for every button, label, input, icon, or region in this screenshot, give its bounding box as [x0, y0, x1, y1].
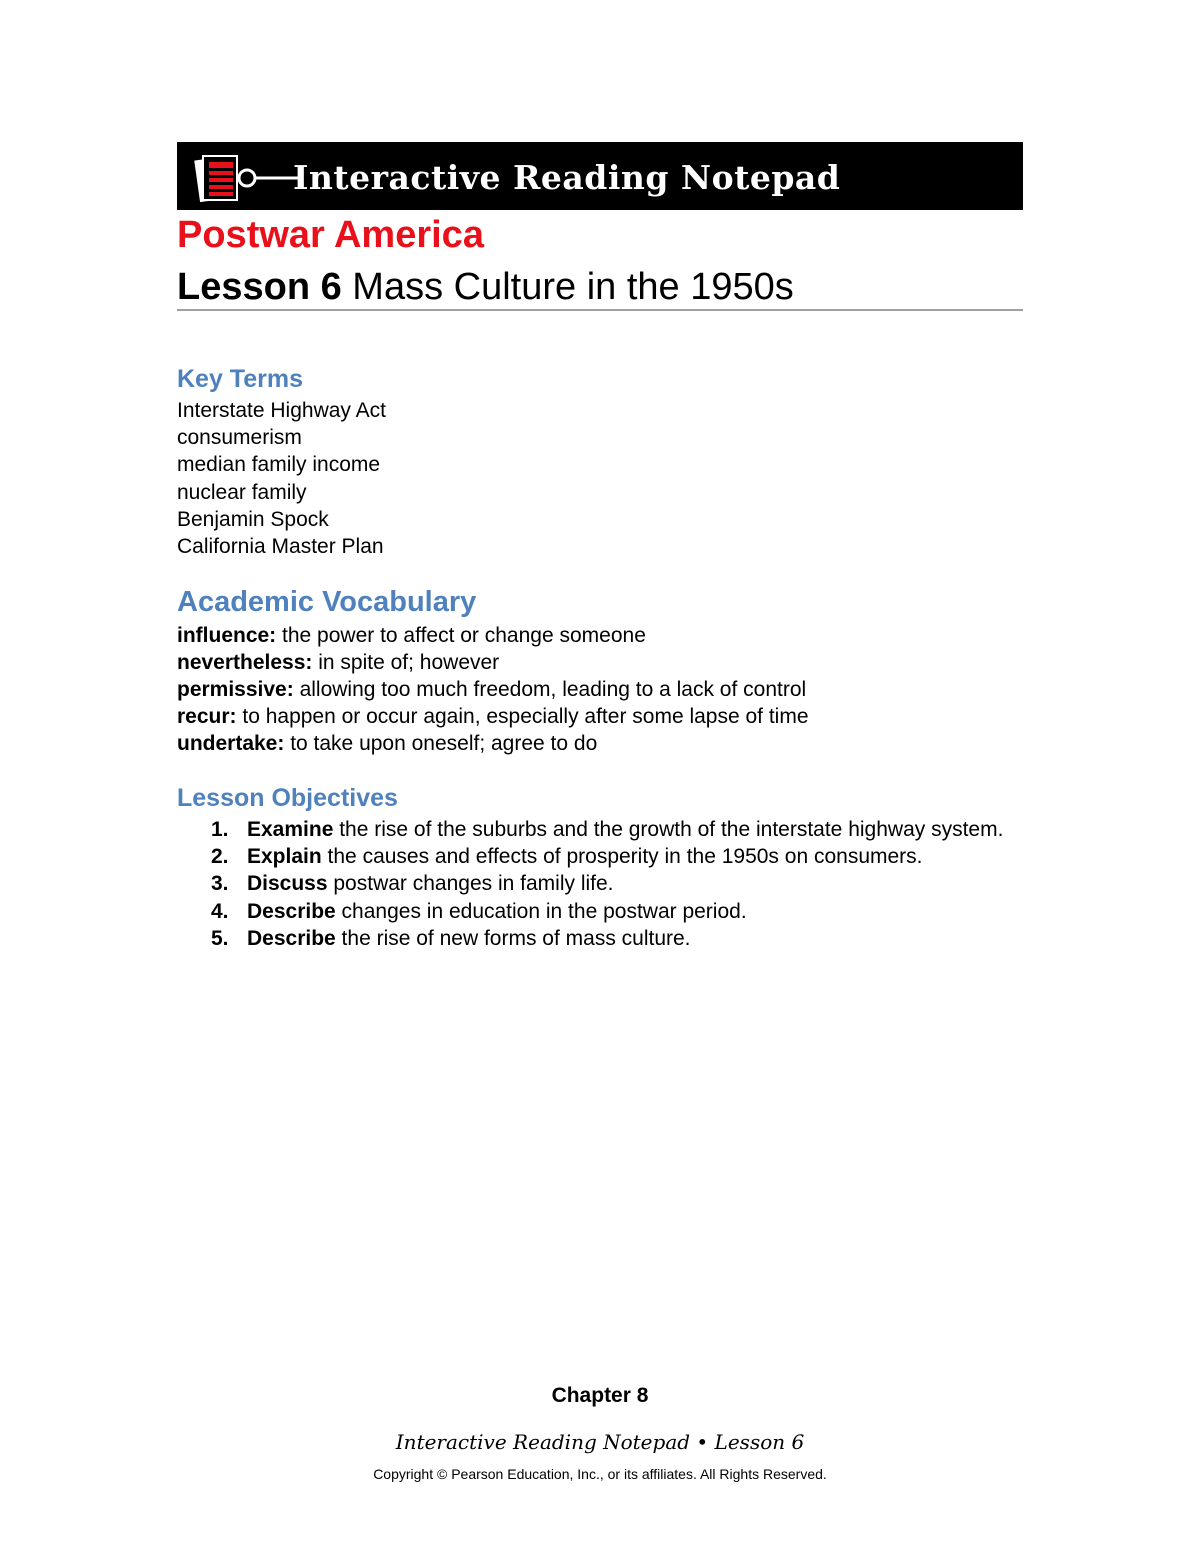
- lesson-name: Mass Culture in the 1950s: [341, 266, 794, 308]
- lesson-objectives-heading: Lesson Objectives: [177, 784, 398, 812]
- objective-number: 1.: [211, 818, 229, 841]
- objective-item: [177, 925, 1017, 952]
- vocab-definition: to take upon oneself; agree to do: [284, 732, 598, 755]
- vocabulary-list: [177, 622, 809, 757]
- objective-text: the rise of the suburbs and the growth of the interstate highway system.: [333, 818, 1004, 841]
- chapter-label: Chapter 8: [551, 1384, 649, 1407]
- key-term: nuclear family: [177, 480, 307, 504]
- vocab-term: permissive:: [177, 678, 294, 701]
- objective-item: [177, 816, 1017, 843]
- key-term: California Master Plan: [177, 535, 384, 559]
- objective-number: 2.: [211, 845, 229, 869]
- objective-number: 5.: [211, 926, 229, 950]
- header-banner: [177, 142, 1023, 210]
- copyright-notice: Copyright © Pearson Education, Inc., or its affiliates. All Rights Reserved.: [373, 1466, 827, 1482]
- objectives-list: [177, 816, 1017, 952]
- objective-item: [177, 870, 1017, 897]
- objective-number: 3.: [211, 872, 229, 896]
- footer-series: Interactive Reading Notepad • Lesson 6: [395, 1430, 805, 1454]
- objective-number: 4.: [211, 899, 229, 923]
- objective-text: changes in education in the postwar period.: [335, 899, 747, 923]
- key-terms-list: [177, 397, 386, 560]
- vocab-term: undertake:: [177, 732, 285, 755]
- lesson-title: [177, 266, 794, 309]
- objective-item: [177, 843, 1017, 870]
- vocab-definition: in spite of; however: [312, 651, 500, 674]
- vocab-term: influence:: [177, 624, 277, 647]
- objective-verb: Explain: [247, 845, 322, 869]
- notepad-key-icon: [193, 150, 303, 206]
- vocab-definition: to happen or occur again, especially after some lapse of time: [236, 705, 809, 728]
- objective-verb: Describe: [247, 926, 336, 950]
- vocab-item: [177, 703, 809, 730]
- academic-vocabulary-heading: Academic Vocabulary: [177, 586, 477, 618]
- vocab-item: [177, 622, 809, 649]
- title-divider: [177, 309, 1023, 311]
- banner-title: Interactive Reading Notepad: [293, 158, 841, 197]
- lesson-label: Lesson 6: [177, 266, 342, 308]
- vocab-item: [177, 730, 809, 757]
- key-term: Interstate Highway Act: [177, 399, 386, 422]
- key-term: consumerism: [177, 426, 302, 450]
- objective-verb: Discuss: [247, 872, 328, 896]
- key-term: Benjamin Spock: [177, 507, 329, 531]
- objective-item: [177, 898, 1017, 925]
- objective-text: postwar changes in family life.: [327, 872, 614, 896]
- objective-verb: Examine: [247, 818, 334, 841]
- objective-text: the rise of new forms of mass culture.: [335, 926, 691, 950]
- unit-title: Postwar America: [177, 214, 484, 256]
- key-term: median family income: [177, 453, 381, 477]
- vocab-item: [177, 649, 809, 676]
- vocab-definition: the power to affect or change someone: [276, 624, 646, 647]
- vocab-item: [177, 676, 809, 703]
- key-terms-heading: Key Terms: [177, 365, 303, 393]
- vocab-definition: allowing too much freedom, leading to a lack of control: [293, 678, 807, 701]
- vocab-term: nevertheless:: [177, 651, 313, 674]
- objective-verb: Describe: [247, 899, 336, 923]
- vocab-term: recur:: [177, 705, 237, 728]
- objective-text: the causes and effects of prosperity in the 1950s on consumers.: [321, 845, 923, 869]
